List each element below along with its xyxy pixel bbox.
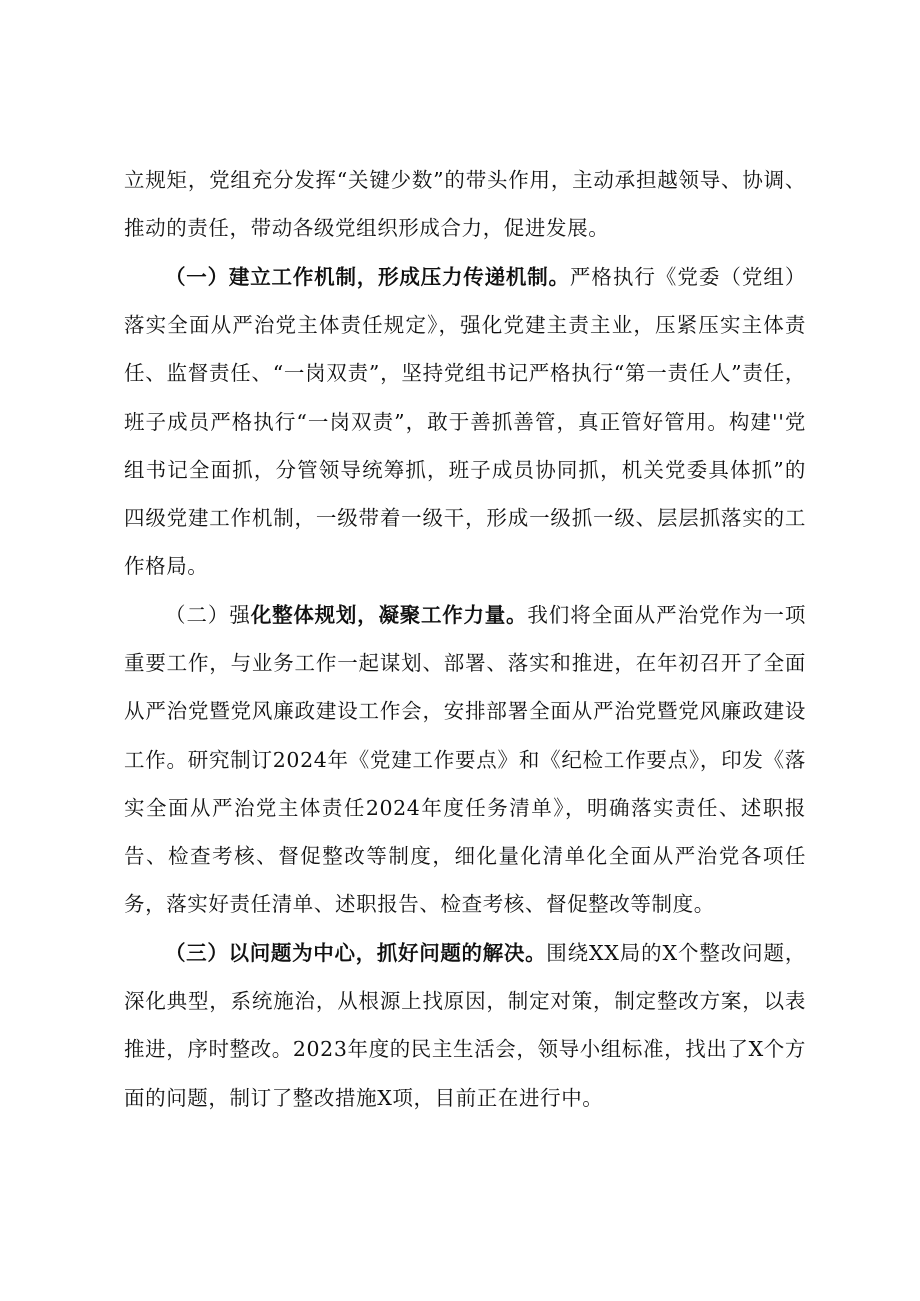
section-1-heading: （一）建立工作机制，形成压力传递机制。 [165, 265, 570, 289]
section-1-paragraph [124, 253, 806, 590]
section-2-heading: 化整体规划，凝聚工作力量。 [250, 603, 528, 627]
intro-paragraph-block [124, 156, 806, 252]
section-2-paragraph [124, 591, 806, 928]
section-3-heading: （三）以问题为中心，抓好问题的解决。 [165, 941, 547, 965]
intro-paragraph: 立规矩，党组充分发挥“关键少数”的带头作用，主动承担越领导、协调、推动的责任，带动各级党组织形成合力，促进发展。 [124, 168, 806, 241]
section-3-block [124, 929, 806, 1122]
section-2-heading-prefix: （二）强 [165, 603, 251, 627]
section-1-block [124, 253, 806, 590]
section-2-block [124, 591, 806, 928]
section-3-body: 围绕XX局的X个整改问题，深化典型，系统施治，从根源上找原因，制定对策，制定整改方案，以表推进，序时整改。2023年度的民主生活会，领导小组标准，找出了X个方面的问题，制订了整改措施X项，目前正在进行中。 [124, 941, 806, 1110]
section-1-body: 严格执行《党委（党组）落实全面从严治党主体责任规定》，强化党建主责主业，压紧压实主体责任、监督责任、“一岗双责”，坚持党组书记严格执行“第一责任人”责任，班子成员严格执行“一岗双责”，敢于善抓善管，真正管好管用。构建''党组书记全面抓，分管领导统筹抓，班子成员协同抓，机关党委具体抓”的四级党建工作机制，一级带着一级干，形成一级抓一级、层层抓落实的工作格局。 [124, 265, 806, 579]
section-2-body: 我们将全面从严治党作为一项重要工作，与业务工作一起谋划、部署、落实和推进，在年初召开了全面从严治党暨党风廉政建设工作会，安排部署全面从严治党暨党风廉政建设工作。研究制订2024年《党建工作要点》和《纪检工作要点》，印发《落实全面从严治党主体责任2024年度任务清单》，明确落实责任、述职报告、检查考核、督促整改等制度，细化量化清单化全面从严治党各项任务，落实好责任清单、述职报告、检查考核、督促整改等制度。 [124, 603, 806, 917]
section-3-paragraph [124, 929, 806, 1122]
